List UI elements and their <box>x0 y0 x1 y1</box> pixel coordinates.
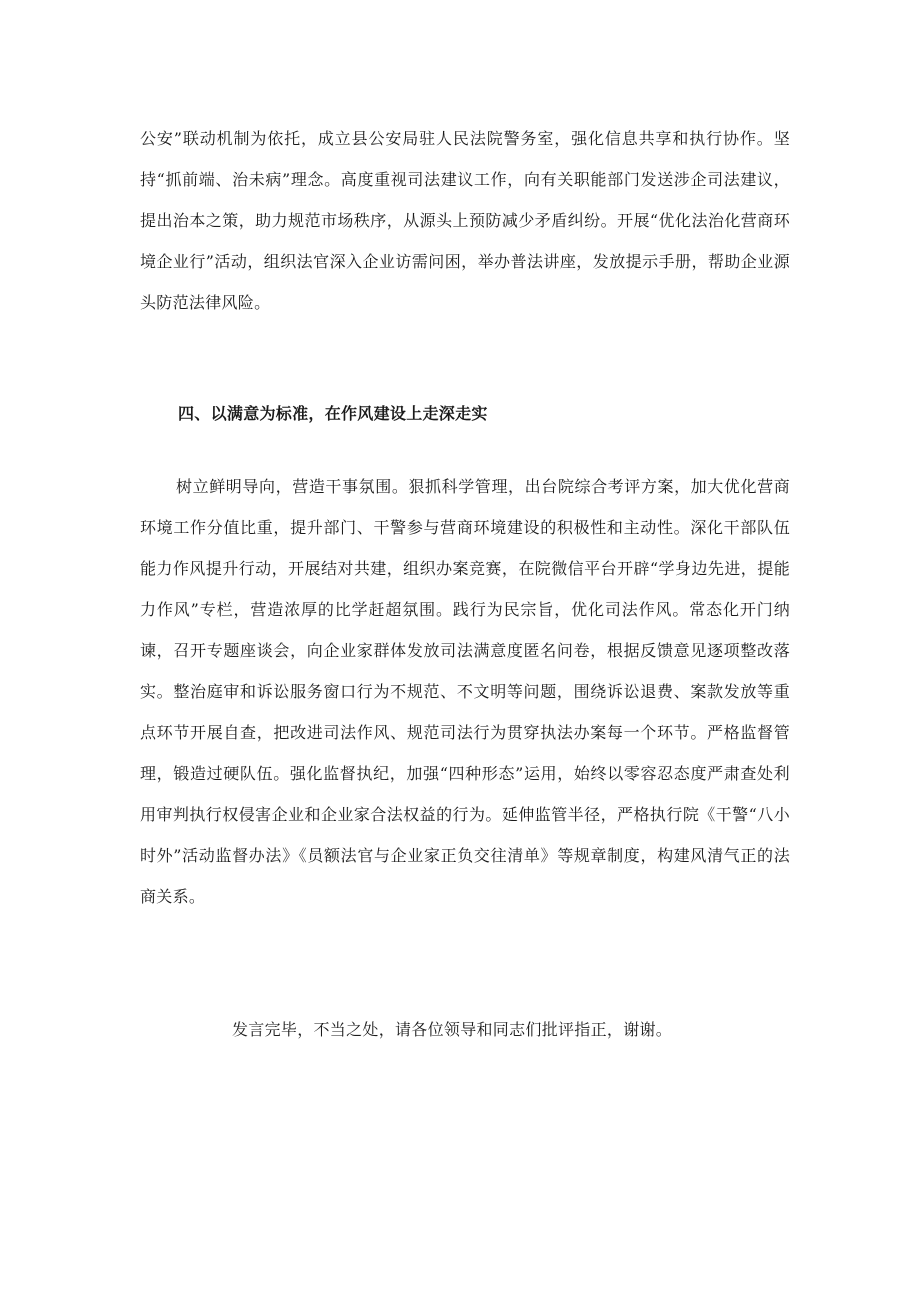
section-heading: 四、以满意为标准，在作风建设上走深走实 <box>178 404 488 423</box>
paragraph-continuation: 公安”联动机制为依托，成立县公安局驻人民法院警务室，强化信息共享和执行协作。坚持“抓前端、治未病”理念。高度重视司法建议工作，向有关职能部门发送涉企司法建议，提出治本之策，助力规范市场秩序，从源头上预防减少矛盾纠纷。开展“优化法治化营商环境企业行”活动，组织法官深入企业访需问困，举办普法讲座，发放提示手册，帮助企业源头防范法律风险。 <box>140 129 790 312</box>
closing-paragraph: 发言完毕，不当之处，请各位领导和同志们批评指正，谢谢。 <box>232 1020 673 1039</box>
section-body-paragraph: 树立鲜明导向，营造干事氛围。狠抓科学管理，出台院综合考评方案，加大优化营商环境工作分值比重，提升部门、干警参与营商环境建设的积极性和主动性。深化干部队伍能力作风提升行动，开展结对共建，组织办案竞赛，在院微信平台开辟“学身边先进，提能力作风”专栏，营造浓厚的比学赶超氛围。践行为民宗旨，优化司法作风。常态化开门纳谏，召开专题座谈会，向企业家群体发放司法满意度匿名问卷，根据反馈意见逐项整改落实。整治庭审和诉讼服务窗口行为不规范、不文明等问题，围绕诉讼退费、案款发放等重点环节开展自查，把改进司法作风、规范司法行为贯穿执法办案每一个环节。严格监督管理，锻造过硬队伍。强化监督执纪，加强“四种形态”运用，始终以零容忍态度严肃查处利用审判执行权侵害企业和企业家合法权益的行为。延伸监管半径，严格执行院《干警“八小时外”活动监督办法》《员额法官与企业家正负交往清单》等规章制度，构建风清气正的法商关系。 <box>140 477 790 906</box>
